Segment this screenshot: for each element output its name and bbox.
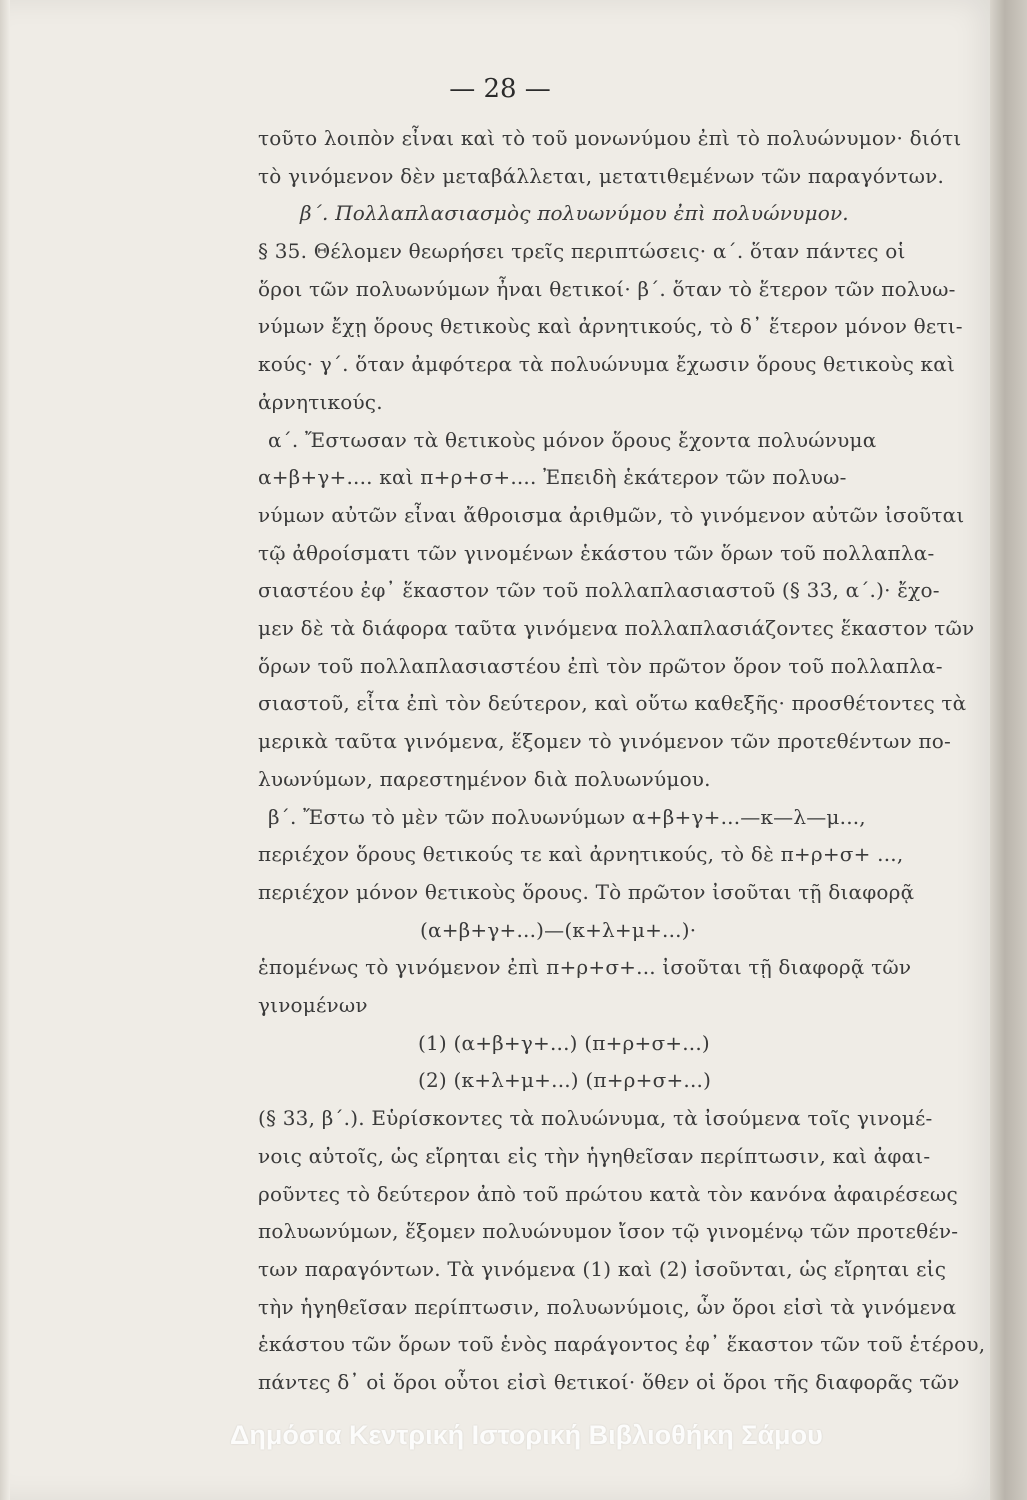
text-line: α΄. Ἔστωσαν τὰ θετικοὺς μόνον ὅρους ἔχοντα πολυώνυμα <box>268 428 877 452</box>
text-line: ροῦντες τὸ δεύτερον ἀπὸ τοῦ πρώτου κατὰ τὸν κανόνα ἀφαιρέσεως <box>258 1182 958 1206</box>
text-line: ὅροι τῶν πολυωνύμων ἦναι θετικοί· β΄. ὅταν τὸ ἕτερον τῶν πολυω- <box>258 277 956 301</box>
text-line: β΄. Ἔστω τὸ μὲν τῶν πολυωνύμων α+β+γ+...—κ—λ—μ..., <box>268 805 866 829</box>
page-number-header: — 28 — <box>449 74 551 104</box>
page-left-edge <box>0 0 10 1500</box>
text-line: κούς· γ΄. ὅταν ἀμφότερα τὰ πολυώνυμα ἔχωσιν ὅρους θετικοὺς καὶ <box>258 352 955 376</box>
text-line: των παραγόντων. Τὰ γινόμενα (1) καὶ (2) ἰσοῦνται, ὡς εἴρηται εἰς <box>258 1257 947 1281</box>
text-line: πάντες δ᾽ οἱ ὅροι οὗτοι εἰσὶ θετικοί· ὅθεν οἱ ὅροι τῆς διαφορᾶς τῶν <box>258 1370 960 1394</box>
formula-line: (α+β+γ+...)—(κ+λ+μ+...)· <box>420 918 697 942</box>
text-line: τὴν ἡγηθεῖσαν περίπτωσιν, πολυωνύμοις, ὧν ὅροι εἰσὶ τὰ γινόμενα <box>258 1295 957 1319</box>
formula-line: (2) (κ+λ+μ+...) (π+ρ+σ+...) <box>418 1068 712 1092</box>
formula-line: (1) (α+β+γ+...) (π+ρ+σ+...) <box>418 1031 710 1055</box>
text-line: νύμων αὐτῶν εἶναι ἄθροισμα ἀριθμῶν, τὸ γινόμενον αὐτῶν ἰσοῦται <box>258 503 965 527</box>
library-watermark: Δημόσια Κεντρική Ιστορική Βιβλιοθήκη Σάμου <box>230 1420 823 1450</box>
text-line: ἀρνητικούς. <box>258 390 383 414</box>
text-line: γινομένων <box>258 993 368 1017</box>
text-line: § 35. Θέλομεν θεωρήσει τρεῖς περιπτώσεις· α΄. ὅταν πάντες οἱ <box>258 239 906 263</box>
text-line: σιαστέου ἐφ᾽ ἕκαστον τῶν τοῦ πολλαπλασιαστοῦ (§ 33, α΄.)· ἔχο- <box>258 578 940 602</box>
text-line: ὅρων τοῦ πολλαπλασιαστέου ἐπὶ τὸν πρῶτον ὅρον τοῦ πολλαπλα- <box>258 654 943 678</box>
text-line: νύμων ἔχῃ ὅρους θετικοὺς καὶ ἀρνητικούς, τὸ δ᾽ ἕτερον μόνον θετι- <box>258 314 963 338</box>
page-right-edge <box>990 0 1027 1500</box>
text-line: μερικὰ ταῦτα γινόμενα, ἕξομεν τὸ γινόμενον τῶν προτεθέντων πο- <box>258 729 951 753</box>
text-line: τοῦτο λοιπὸν εἶναι καὶ τὸ τοῦ μονωνύμου ἐπὶ τὸ πολυώνυμον· διότι <box>258 126 962 150</box>
text-line: ἑπομένως τὸ γινόμενον ἐπὶ π+ρ+σ+... ἰσοῦται τῇ διαφορᾷ τῶν <box>258 955 912 979</box>
text-line: τῷ ἀθροίσματι τῶν γινομένων ἑκάστου τῶν ὅρων τοῦ πολλαπλα- <box>258 541 935 565</box>
text-line: περιέχον μόνον θετικοὺς ὅρους. Τὸ πρῶτον ἰσοῦται τῇ διαφορᾷ <box>258 880 915 904</box>
text-line: μεν δὲ τὰ διάφορα ταῦτα γινόμενα πολλαπλασιάζοντες ἕκαστον τῶν <box>258 616 975 640</box>
text-line: περιέχον ὅρους θετικούς τε καὶ ἀρνητικούς, τὸ δὲ π+ρ+σ+ ..., <box>258 842 904 866</box>
text-line: τὸ γινόμενον δὲν μεταβάλλεται, μετατιθεμένων τῶν παραγόντων. <box>258 164 945 188</box>
text-line: λυωνύμων, παρεστημένον διὰ πολυωνύμου. <box>258 767 711 791</box>
text-line: (§ 33, β΄.). Εὑρίσκοντες τὰ πολυώνυμα, τὰ ἰσούμενα τοῖς γινομέ- <box>258 1106 933 1130</box>
text-line: ἑκάστου τῶν ὅρων τοῦ ἑνὸς παράγοντος ἐφ᾽ ἕκαστον τῶν τοῦ ἑτέρου, <box>258 1332 986 1356</box>
text-line: νοις αὐτοῖς, ὡς εἴρηται εἰς τὴν ἡγηθεῖσαν περίπτωσιν, καὶ ἀφαι- <box>258 1144 931 1168</box>
text-line: α+β+γ+.... καὶ π+ρ+σ+.... Ἐπειδὴ ἑκάτερον τῶν πολυω- <box>258 465 847 489</box>
text-line: σιαστοῦ, εἶτα ἐπὶ τὸν δεύτερον, καὶ οὕτω καθεξῆς· προσθέτοντες τὰ <box>258 691 967 715</box>
text-line: πολυωνύμων, ἕξομεν πολυώνυμον ἴσον τῷ γινομένῳ τῶν προτεθέν- <box>258 1219 959 1243</box>
section-heading: β΄. Πολλαπλασιασμὸς πολυωνύμου ἐπὶ πολυώνυμον. <box>300 201 849 225</box>
